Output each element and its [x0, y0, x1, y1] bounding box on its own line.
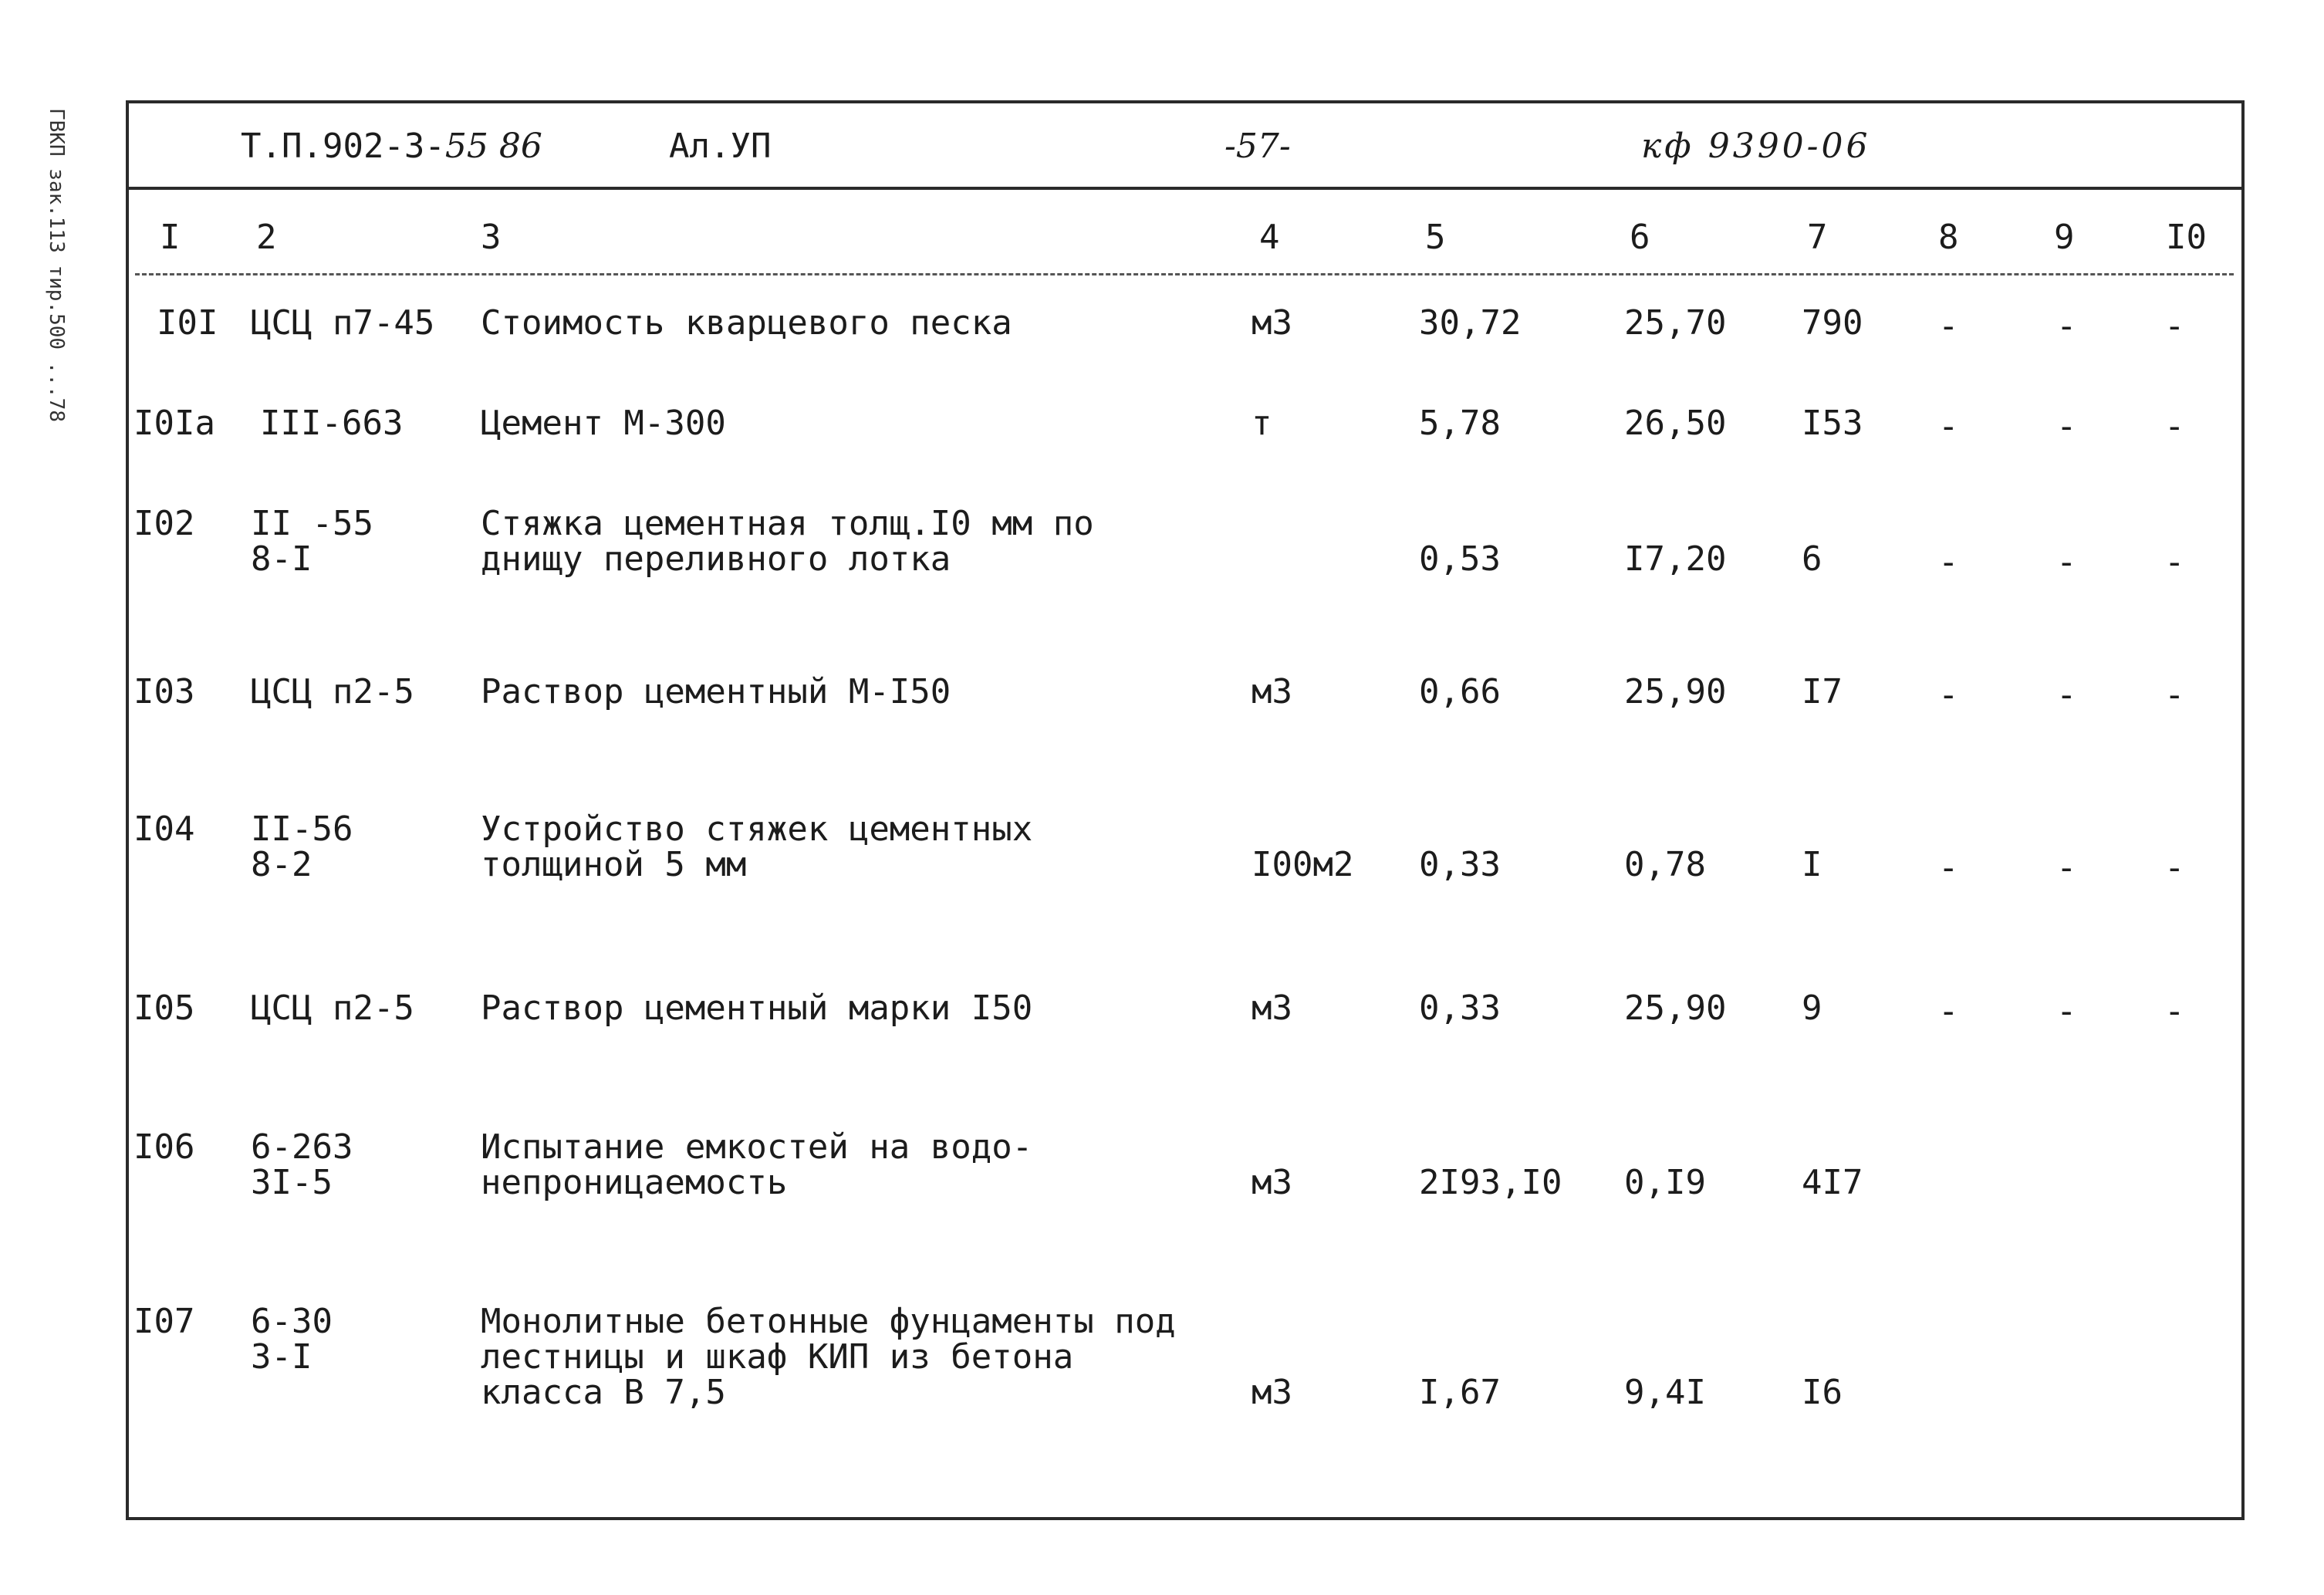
- row-number: I0I: [157, 303, 218, 343]
- row-number: I06: [133, 1127, 195, 1167]
- unit-of-measure: м3: [1252, 1163, 1292, 1202]
- work-description: Стяжка цементная толщ.I0 мм по: [481, 504, 1094, 543]
- column-number-8: 8: [1938, 218, 1959, 257]
- empty-column-dash: -: [2164, 848, 2185, 887]
- total-cost: 4I7: [1802, 1163, 1863, 1202]
- empty-column-dash: -: [2056, 407, 2077, 446]
- quantity: 0,33: [1419, 845, 1501, 884]
- unit-of-measure: I00м2: [1252, 845, 1354, 884]
- column-number-10: I0: [2166, 218, 2207, 257]
- work-description: Монолитные бетонные фунцаменты под: [481, 1302, 1176, 1341]
- row-number: I0Iа: [133, 404, 215, 443]
- norm-code: 6-30: [251, 1302, 333, 1341]
- unit-price: 9,4I: [1624, 1373, 1706, 1412]
- title-block: [129, 103, 2241, 190]
- unit-price: 25,70: [1624, 303, 1727, 343]
- row-number: I07: [133, 1302, 195, 1341]
- norm-code: III-663: [260, 404, 404, 443]
- quantity: 0,33: [1419, 988, 1501, 1028]
- empty-column-dash: -: [1938, 992, 1959, 1031]
- empty-column-dash: -: [2056, 306, 2077, 346]
- unit-price: 25,90: [1624, 672, 1727, 711]
- column-number-1: I: [160, 218, 181, 257]
- empty-column-dash: -: [1938, 542, 1959, 582]
- unit-of-measure: т: [1252, 404, 1272, 443]
- unit-of-measure: м3: [1252, 988, 1292, 1028]
- unit-price: 26,50: [1624, 404, 1727, 443]
- norm-code: II -55: [251, 504, 373, 543]
- work-description: Раствор цементный М-I50: [481, 672, 951, 711]
- row-number: I02: [133, 504, 195, 543]
- empty-column-dash: -: [1938, 306, 1959, 346]
- empty-column-dash: -: [2056, 848, 2077, 887]
- work-description: Цемент М-300: [481, 404, 726, 443]
- empty-column-dash: -: [2164, 407, 2185, 446]
- empty-column-dash: -: [2164, 992, 2185, 1031]
- album-label: Ал.УП: [669, 127, 772, 166]
- empty-column-dash: -: [1938, 848, 1959, 887]
- quantity: 30,72: [1419, 303, 1522, 343]
- document-frame: [126, 100, 2245, 1520]
- total-cost: I: [1802, 845, 1822, 884]
- total-cost: 790: [1802, 303, 1863, 343]
- column-number-2: 2: [256, 218, 277, 257]
- unit-price: 0,78: [1624, 845, 1706, 884]
- row-number: I03: [133, 672, 195, 711]
- total-cost: 6: [1802, 539, 1822, 579]
- norm-code: 3-I: [251, 1337, 312, 1377]
- work-description: днищу переливного лотка: [481, 539, 951, 579]
- margin-print-note: ГВКП зак.113 тир.500 ...78: [45, 108, 68, 422]
- empty-column-dash: -: [2056, 675, 2077, 715]
- project-number-print: Т.П.902-3-: [241, 127, 445, 166]
- column-header-rule: [135, 273, 2234, 275]
- unit-of-measure: м3: [1252, 672, 1292, 711]
- column-number-3: 3: [481, 218, 502, 257]
- norm-code: 6-263: [251, 1127, 353, 1167]
- empty-column-dash: -: [2056, 992, 2077, 1031]
- work-description: непроницаемость: [481, 1163, 788, 1202]
- work-description: лестницы и шкаф КИП из бетона: [481, 1337, 1074, 1377]
- project-number-handwritten: 55 86: [444, 127, 542, 166]
- total-cost: I7: [1802, 672, 1843, 711]
- unit-price: 25,90: [1624, 988, 1727, 1028]
- work-description: Стоимость кварцевого песка: [481, 303, 1012, 343]
- work-description: Испытание емкостей на водо-: [481, 1127, 1033, 1167]
- unit-of-measure: м3: [1252, 1373, 1292, 1412]
- column-number-4: 4: [1259, 218, 1280, 257]
- empty-column-dash: -: [2164, 675, 2185, 715]
- total-cost: I6: [1802, 1373, 1843, 1412]
- empty-column-dash: -: [2164, 542, 2185, 582]
- quantity: 0,66: [1419, 672, 1501, 711]
- project-number: [241, 127, 542, 166]
- norm-code: 8-I: [251, 539, 312, 579]
- column-number-6: 6: [1630, 218, 1650, 257]
- document-code: кф 9390-06: [1641, 127, 1871, 166]
- quantity: 2I93,I0: [1419, 1163, 1562, 1202]
- row-number: I04: [133, 809, 195, 849]
- empty-column-dash: -: [1938, 407, 1959, 446]
- row-number: I05: [133, 988, 195, 1028]
- norm-code: ЦСЦ п7-45: [251, 303, 435, 343]
- column-number-9: 9: [2054, 218, 2075, 257]
- unit-price: I7,20: [1624, 539, 1727, 579]
- unit-of-measure: м3: [1252, 303, 1292, 343]
- quantity: 0,53: [1419, 539, 1501, 579]
- empty-column-dash: -: [1938, 675, 1959, 715]
- norm-code: II-56: [251, 809, 353, 849]
- column-number-5: 5: [1425, 218, 1446, 257]
- empty-column-dash: -: [2056, 542, 2077, 582]
- norm-code: 8-2: [251, 845, 312, 884]
- work-description: Устройство стяжек цементных: [481, 809, 1033, 849]
- work-description: класса В 7,5: [481, 1373, 726, 1412]
- norm-code: 3I-5: [251, 1163, 333, 1202]
- column-number-7: 7: [1807, 218, 1828, 257]
- unit-price: 0,I9: [1624, 1163, 1706, 1202]
- work-description: Раствор цементный марки I50: [481, 988, 1033, 1028]
- total-cost: I53: [1802, 404, 1863, 443]
- norm-code: ЦСЦ п2-5: [251, 672, 414, 711]
- empty-column-dash: -: [2164, 306, 2185, 346]
- total-cost: 9: [1802, 988, 1822, 1028]
- page-number: -57-: [1224, 127, 1291, 166]
- work-description: толщиной 5 мм: [481, 845, 747, 884]
- norm-code: ЦСЦ п2-5: [251, 988, 414, 1028]
- quantity: I,67: [1419, 1373, 1501, 1412]
- quantity: 5,78: [1419, 404, 1501, 443]
